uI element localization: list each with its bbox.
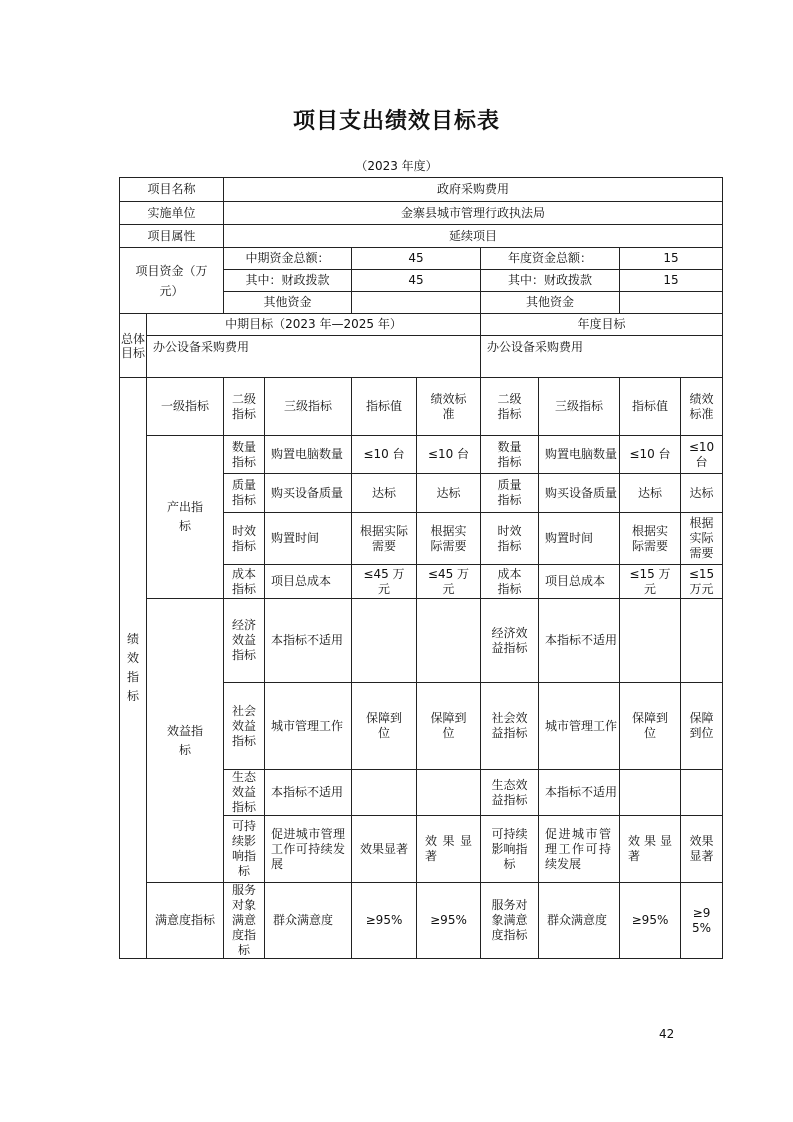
mid-total-label: 中期资金总额： (224, 248, 352, 270)
annual-time-l2: 时效指标 (481, 513, 539, 565)
time-standard: 根据实际需要 (417, 513, 481, 565)
annual-service-l3: 群众满意度 (539, 883, 620, 959)
sustainable-value: 效果显著 (352, 816, 417, 883)
annual-sustainable-standard: 效果显著 (681, 816, 723, 883)
benefit-indicators-label: 效益指标 (147, 599, 224, 883)
value-header: 指标值 (352, 378, 417, 436)
economic-l2: 经济效益指标 (224, 599, 265, 683)
project-name-label: 项目名称 (120, 178, 224, 202)
social-l2: 社会效益指标 (224, 683, 265, 770)
annual-social-value: 保障到位 (620, 683, 681, 770)
annual-sustainable-l2: 可持续影响指标 (481, 816, 539, 883)
standard-header: 绩效标准 (417, 378, 481, 436)
annual-goal-content: 办公设备采购费用 (481, 336, 723, 378)
mid-goal-header: 中期目标（2023 年—2025 年） (147, 314, 481, 336)
annual-quality-l3: 购买设备质量 (539, 474, 620, 513)
annual-service-value: ≥95% (620, 883, 681, 959)
annual-quantity-l3: 购置电脑数量 (539, 436, 620, 474)
funds-label: 项目资金（万元） (120, 248, 224, 314)
service-standard: ≥95% (417, 883, 481, 959)
mid-goal-content: 办公设备采购费用 (147, 336, 481, 378)
annual-quality-l2: 质量指标 (481, 474, 539, 513)
annual-social-l3: 城市管理工作 (539, 683, 620, 770)
annual-cost-value: ≤15 万元 (620, 565, 681, 599)
page-title: 项目支出绩效目标表 (292, 109, 500, 134)
annual-economic-l2: 经济效益指标 (481, 599, 539, 683)
project-name-value: 政府采购费用 (224, 178, 723, 202)
social-standard: 保障到位 (417, 683, 481, 770)
attribute-value: 延续项目 (224, 225, 723, 248)
annual-service-l2: 服务对象满意度指标 (481, 883, 539, 959)
annual-ecological-value (620, 770, 681, 816)
annual-ecological-l2: 生态效益指标 (481, 770, 539, 816)
service-l3: 群众满意度 (265, 883, 352, 959)
cost-l3: 项目总成本 (265, 565, 352, 599)
mid-fiscal-value: 45 (352, 270, 481, 292)
level1-header: 一级指标 (147, 378, 224, 436)
annual-economic-l3: 本指标不适用 (539, 599, 620, 683)
sustainable-l2: 可持续影响指标 (224, 816, 265, 883)
sustainable-l3: 促进城市管理工作可持续发展 (265, 816, 352, 883)
annual-time-l3: 购置时间 (539, 513, 620, 565)
unit-row (120, 202, 723, 225)
annual-sustainable-value: 效果显著 (620, 816, 681, 883)
satisfaction-indicators-label: 满意度指标 (147, 883, 224, 959)
annual-economic-standard (681, 599, 723, 683)
annual-economic-value (620, 599, 681, 683)
mid-total-value: 45 (352, 248, 481, 270)
annual-cost-standard: ≤15 万元 (681, 565, 723, 599)
annual-ecological-standard (681, 770, 723, 816)
cost-l2: 成本指标 (224, 565, 265, 599)
economic-value (352, 599, 417, 683)
ecological-standard (417, 770, 481, 816)
annual-other-label: 其他资金 (481, 292, 620, 314)
annual-time-value: 根据实际需要 (620, 513, 681, 565)
annual-cost-l2: 成本指标 (481, 565, 539, 599)
satisfaction-row (120, 883, 723, 959)
benefit-economic-row (120, 599, 723, 683)
unit-label: 实施单位 (120, 202, 224, 225)
quality-standard: 达标 (417, 474, 481, 513)
annual-fiscal-label: 其中：财政拨款 (481, 270, 620, 292)
sustainable-standard: 效果显著 (417, 816, 481, 883)
mid-other-value (352, 292, 481, 314)
annual-quantity-standard: ≤10台 (681, 436, 723, 474)
attribute-row (120, 225, 723, 248)
annual-level3-header: 三级指标 (539, 378, 620, 436)
performance-table (119, 177, 723, 959)
year-line: （2023 年度） (355, 159, 438, 173)
annual-other-value (620, 292, 723, 314)
indicators-section-label: 绩效指标 (120, 378, 147, 959)
annual-goal-header: 年度目标 (481, 314, 723, 336)
unit-value: 金寨县城市管理行政执法局 (224, 202, 723, 225)
mid-fiscal-label: 其中：财政拨款 (224, 270, 352, 292)
annual-ecological-l3: 本指标不适用 (539, 770, 620, 816)
quantity-l2: 数量指标 (224, 436, 265, 474)
ecological-value (352, 770, 417, 816)
mid-other-label: 其他资金 (224, 292, 352, 314)
quality-l2: 质量指标 (224, 474, 265, 513)
level3-header: 三级指标 (265, 378, 352, 436)
ecological-l2: 生态效益指标 (224, 770, 265, 816)
annual-total-label: 年度资金总额： (481, 248, 620, 270)
time-l2: 时效指标 (224, 513, 265, 565)
annual-social-standard: 保障到位 (681, 683, 723, 770)
annual-total-value: 15 (620, 248, 723, 270)
cost-value: ≤45 万元 (352, 565, 417, 599)
economic-l3: 本指标不适用 (265, 599, 352, 683)
social-value: 保障到位 (352, 683, 417, 770)
page-number: 42 (659, 1027, 675, 1041)
annual-quality-standard: 达标 (681, 474, 723, 513)
annual-sustainable-l3: 促进城市管理工作可持续发展 (539, 816, 620, 883)
annual-value-header: 指标值 (620, 378, 681, 436)
quantity-l3: 购置电脑数量 (265, 436, 352, 474)
quantity-value: ≤10 台 (352, 436, 417, 474)
indicator-header-row (120, 378, 723, 436)
annual-level2-header: 二级指标 (481, 378, 539, 436)
annual-time-standard: 根据实际需要 (681, 513, 723, 565)
annual-quantity-l2: 数量指标 (481, 436, 539, 474)
quality-value: 达标 (352, 474, 417, 513)
social-l3: 城市管理工作 (265, 683, 352, 770)
quantity-standard: ≤10 台 (417, 436, 481, 474)
level2-header: 二级指标 (224, 378, 265, 436)
output-quantity-row (120, 436, 723, 474)
service-l2: 服务对象满意度指标 (224, 883, 265, 959)
economic-standard (417, 599, 481, 683)
time-l3: 购置时间 (265, 513, 352, 565)
goals-header-row (120, 314, 723, 336)
attribute-label: 项目属性 (120, 225, 224, 248)
service-value: ≥95% (352, 883, 417, 959)
annual-quantity-value: ≤10 台 (620, 436, 681, 474)
annual-social-l2: 社会效益指标 (481, 683, 539, 770)
annual-quality-value: 达标 (620, 474, 681, 513)
annual-fiscal-value: 15 (620, 270, 723, 292)
goals-content-row (120, 336, 723, 378)
funds-total-row (120, 248, 723, 270)
annual-standard-header: 绩效标准 (681, 378, 723, 436)
output-indicators-label: 产出指标 (147, 436, 224, 599)
cost-standard: ≤45 万元 (417, 565, 481, 599)
annual-service-standard: ≥95% (681, 883, 723, 959)
annual-cost-l3: 项目总成本 (539, 565, 620, 599)
ecological-l3: 本指标不适用 (265, 770, 352, 816)
time-value: 根据实际需要 (352, 513, 417, 565)
quality-l3: 购买设备质量 (265, 474, 352, 513)
goals-label: 总体目标 (120, 314, 147, 378)
project-name-row (120, 178, 723, 202)
